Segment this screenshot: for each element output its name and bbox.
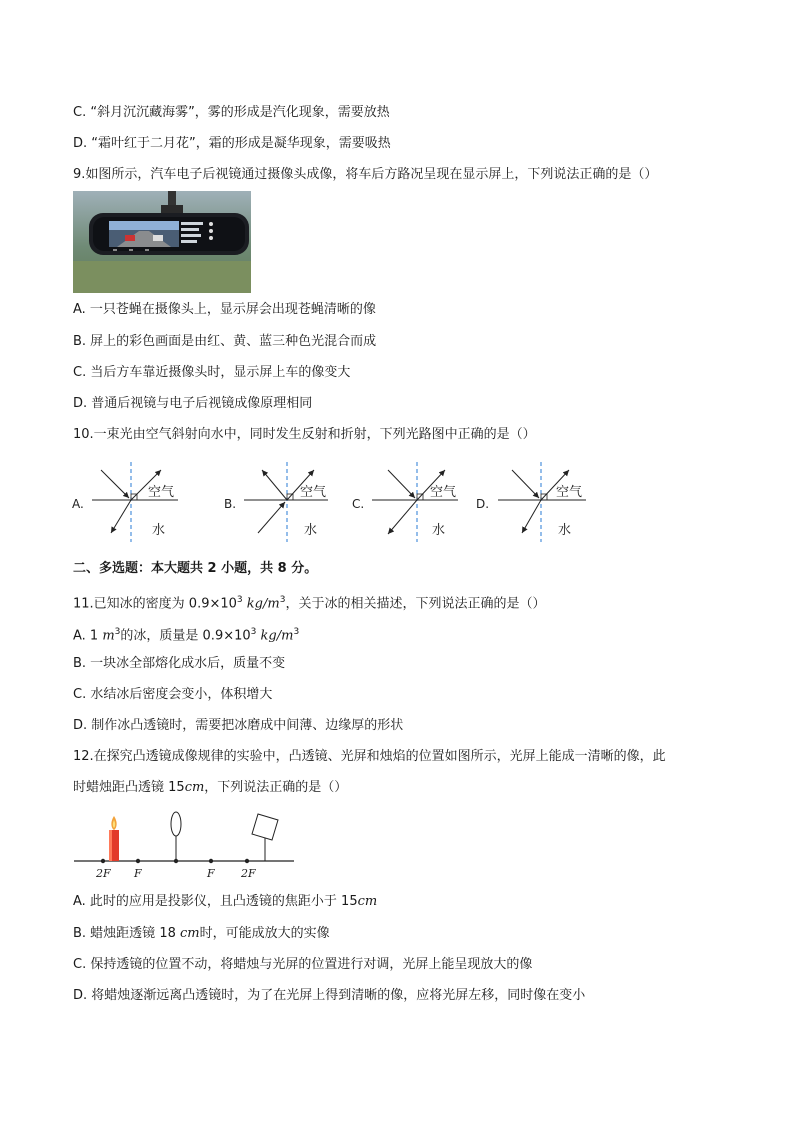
q11-a-unit-exp: 3 bbox=[114, 627, 121, 637]
q11-a-text: A. 1 bbox=[73, 628, 103, 644]
q10-diagram-b bbox=[224, 462, 328, 542]
q12-b-text: B. 蜡烛距透镜 18 bbox=[73, 926, 180, 941]
candle-icon bbox=[109, 816, 119, 861]
rearview-mirror-photo bbox=[73, 191, 251, 293]
q10-ray-diagrams bbox=[66, 458, 606, 546]
q10-label-b: B. bbox=[224, 497, 237, 511]
q11-option-b: B. 一块冰全部熔化成水后，质量不变 bbox=[73, 656, 286, 671]
tick-f-right: F bbox=[207, 867, 215, 880]
q12-stem2-unit: cm bbox=[184, 780, 205, 795]
q10-air-label-b: 空气 bbox=[300, 485, 327, 500]
q10-diagram-c bbox=[352, 462, 458, 542]
tick-f-left: F bbox=[134, 867, 142, 880]
q12-b-unit: cm bbox=[180, 926, 200, 941]
q11-stem-text: 11.已知冰的密度为 0.9×10 bbox=[73, 596, 237, 612]
light-screen-icon bbox=[252, 814, 278, 861]
q10-label-c: C. bbox=[352, 497, 365, 511]
q11-option-d: D. 制作冰凸透镜时，需要把冰磨成中间薄、边缘厚的形状 bbox=[73, 718, 404, 733]
q10-diagram-a bbox=[72, 462, 178, 542]
q11-option-a bbox=[73, 623, 299, 645]
q11-stem-unit-exp: 3 bbox=[279, 595, 286, 605]
q11-a-unit2: kg/m bbox=[256, 628, 294, 644]
q10-water-label-d: 水 bbox=[558, 523, 572, 538]
q8-option-d: D. “霜叶红于二月花”，霜的形成是凝华现象，需要吸热 bbox=[73, 136, 391, 151]
q12-lens-diagram bbox=[66, 810, 306, 882]
q10-diagram-d bbox=[476, 462, 586, 542]
q9-option-a: A. 一只苍蝇在摄像头上，显示屏会出现苍蝇清晰的像 bbox=[73, 302, 376, 317]
q11-a-unit: m bbox=[102, 628, 115, 644]
q12-stem-line1: 12.在探究凸透镜成像规律的实验中，凸透镜、光屏和烛焰的位置如图所示，光屏上能成一清晰的像，此 bbox=[73, 749, 666, 764]
q12-option-c: C. 保持透镜的位置不动，将蜡烛与光屏的位置进行对调，光屏上能呈现放大的像 bbox=[73, 957, 533, 972]
q10-label-d: D. bbox=[476, 497, 490, 511]
q10-water-label-a: 水 bbox=[152, 523, 166, 538]
q10-air-label-c: 空气 bbox=[430, 485, 457, 500]
q12-stem2-text: 时蜡烛距凸透镜 15 bbox=[73, 780, 185, 795]
q11-stem-exp: 3 bbox=[236, 595, 243, 605]
convex-lens-icon bbox=[171, 812, 181, 861]
q12-option-d: D. 将蜡烛逐渐远离凸透镜时，为了在光屏上得到清晰的像，应将光屏左移，同时像在变小 bbox=[73, 988, 586, 1003]
q12-stem2-tail: ，下列说法正确的是（） bbox=[204, 780, 348, 795]
tick-2f-left: 2F bbox=[96, 867, 111, 880]
q10-water-label-c: 水 bbox=[432, 523, 446, 538]
section-prefix: 二、多选题： bbox=[73, 561, 152, 576]
q10-label-a: A. bbox=[72, 497, 84, 511]
q9-option-b: B. 屏上的彩色画面是由红、黄、蓝三种色光混合而成 bbox=[73, 334, 377, 349]
q12-stem-line2 bbox=[73, 779, 347, 797]
q12-option-b bbox=[73, 925, 330, 943]
q11-a-mid: 的冰，质量是 0.9×10 bbox=[120, 628, 251, 644]
section-rest: 本大题共 2 小题，共 8 分。 bbox=[151, 561, 318, 576]
q11-stem bbox=[73, 591, 545, 613]
q11-option-c: C. 水结冰后密度会变小，体积增大 bbox=[73, 687, 273, 702]
q12-a-unit: cm bbox=[357, 894, 378, 909]
q12-a-text: A. 此时的应用是投影仪，且凸透镜的焦距小于 15 bbox=[73, 894, 358, 909]
q10-air-label-a: 空气 bbox=[148, 485, 175, 500]
q11-stem-unit: kg/m bbox=[242, 596, 280, 612]
q10-air-label-d: 空气 bbox=[556, 485, 583, 500]
q9-stem: 9.如图所示，汽车电子后视镜通过摄像头成像，将车后方路况呈现在显示屏上，下列说法正确的是（） bbox=[73, 167, 658, 182]
q9-option-c: C. 当后方车靠近摄像头时，显示屏上车的像变大 bbox=[73, 365, 351, 380]
section-heading bbox=[73, 560, 317, 578]
tick-2f-right: 2F bbox=[241, 867, 256, 880]
q8-option-c: C. “斜月沉沉藏海雾”，雾的形成是汽化现象，需要放热 bbox=[73, 105, 390, 120]
q11-a-exp: 3 bbox=[250, 627, 257, 637]
q9-option-d: D. 普通后视镜与电子后视镜成像原理相同 bbox=[73, 396, 313, 411]
q11-stem-tail: ，关于冰的相关描述，下列说法正确的是（） bbox=[285, 596, 546, 612]
q10-water-label-b: 水 bbox=[304, 523, 318, 538]
q12-option-a bbox=[73, 893, 377, 911]
q10-stem: 10.一束光由空气斜射向水中，同时发生反射和折射，下列光路图中正确的是（） bbox=[73, 427, 536, 442]
q12-b-tail: 时，可能成放大的实像 bbox=[199, 926, 330, 941]
q11-a-unit2-exp: 3 bbox=[293, 627, 300, 637]
